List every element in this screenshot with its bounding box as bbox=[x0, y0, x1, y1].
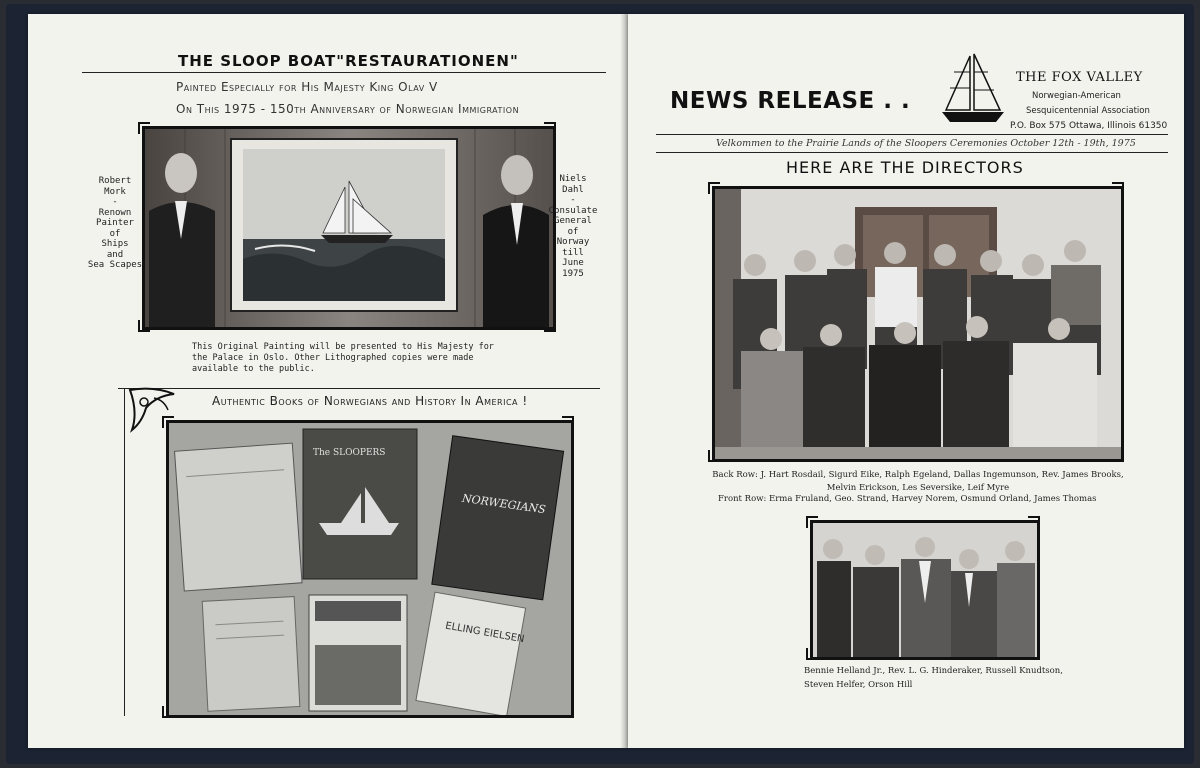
photo-corner bbox=[1028, 516, 1040, 528]
title-rule bbox=[82, 72, 606, 73]
caption-line: Renown bbox=[98, 207, 132, 218]
photo-corner bbox=[1028, 648, 1040, 660]
books-photo-image bbox=[169, 423, 571, 715]
caption-line: of bbox=[567, 226, 579, 237]
caption-line: till bbox=[562, 247, 584, 258]
photo-corner bbox=[162, 706, 174, 718]
back-row-caption-line-1: Back Row: J. Hart Rosdail, Sigurd Eike, Ralph Egeland, Dallas Ingemunson, Rev. James Brooks, bbox=[712, 470, 1124, 480]
caption-line: Mork bbox=[104, 186, 126, 197]
caption-line: - bbox=[112, 197, 118, 207]
painting-photo bbox=[142, 126, 556, 330]
caption-line: Dahl bbox=[562, 184, 584, 195]
photo-corner bbox=[806, 648, 818, 660]
robert-mork-caption bbox=[86, 176, 144, 271]
committee-caption-2: Steven Helfer, Orson Hill bbox=[804, 680, 913, 690]
directors-heading: HERE ARE THE DIRECTORS bbox=[786, 158, 1024, 177]
directors-photo-image bbox=[715, 189, 1121, 459]
back-row-caption bbox=[708, 469, 1128, 495]
caption-line: 1975 bbox=[562, 268, 584, 279]
caption-line: Niels bbox=[559, 174, 587, 184]
caption-line: - bbox=[570, 195, 576, 205]
org-address: P.O. Box 575 Ottawa, Illinois 61350 bbox=[1010, 121, 1168, 131]
caption-line: of bbox=[109, 228, 121, 239]
caption-line: General bbox=[554, 216, 592, 226]
books-photo bbox=[166, 420, 574, 718]
caption-line: Consulate bbox=[548, 205, 598, 216]
painting-note: This Original Painting will be presented to His Majesty for the Palace in Oslo. Other Lithographed copies were made available to the public. bbox=[192, 342, 494, 374]
photo-corner bbox=[562, 706, 574, 718]
photo-corner bbox=[162, 416, 174, 428]
painting-subtitle-1: Painted Especially for His Majesty King Olav V bbox=[176, 80, 438, 94]
photo-corner bbox=[562, 416, 574, 428]
news-release-heading: NEWS RELEASE . . bbox=[670, 88, 911, 114]
org-name: THE FOX VALLEY bbox=[1016, 70, 1143, 85]
left-page bbox=[28, 14, 628, 748]
committee-photo-image bbox=[813, 523, 1037, 657]
photo-corner bbox=[1112, 450, 1124, 462]
books-heading: Authentic Books of Norwegians and History In America ! bbox=[212, 394, 528, 408]
niels-dahl-caption bbox=[548, 174, 598, 279]
org-line-2: Norwegian-American bbox=[1032, 91, 1121, 101]
painting-subtitle-2: On This 1975 - 150th Anniversary of Norwegian Immigration bbox=[176, 102, 520, 116]
photo-corner bbox=[708, 182, 720, 194]
back-row-caption-line-2: Melvin Erickson, Les Seversike, Leif Myre bbox=[826, 483, 1010, 493]
photo-corner bbox=[544, 122, 556, 134]
caption-line: Robert bbox=[98, 176, 132, 186]
books-rule bbox=[118, 388, 600, 389]
sloop-title: THE SLOOP BOAT"RESTAURATIONEN" bbox=[178, 52, 519, 70]
org-line-3: Sesquicentennial Association bbox=[1026, 106, 1150, 116]
caption-line: and bbox=[106, 249, 124, 260]
book-title-elling: ELLING EIELSEN bbox=[444, 620, 526, 646]
front-row-caption: Front Row: Erma Fruland, Geo. Strand, Harvey Norem, Osmund Orland, James Thomas bbox=[718, 494, 1097, 504]
caption-line: Sea Scapes bbox=[87, 260, 143, 270]
photo-corner bbox=[1112, 182, 1124, 194]
directors-photo bbox=[712, 186, 1124, 462]
caption-line: June bbox=[562, 258, 584, 268]
header-rule-top bbox=[656, 134, 1168, 135]
caption-line: Norway bbox=[556, 237, 590, 247]
photo-corner bbox=[138, 122, 150, 134]
books-vertical-rule bbox=[124, 388, 125, 716]
committee-caption-1: Bennie Helland Jr., Rev. L. G. Hinderaker, Russell Knudtson, bbox=[804, 666, 1063, 676]
book-title-sloopers: The SLOOPERS bbox=[313, 448, 386, 458]
welcome-banner: Velkommen to the Prairie Lands of the Sloopers Ceremonies October 12th - 19th, 1975 bbox=[716, 138, 1136, 149]
painting-photo-image bbox=[145, 129, 553, 327]
caption-line: Ships bbox=[101, 239, 129, 249]
photo-corner bbox=[138, 320, 150, 332]
photo-corner bbox=[708, 450, 720, 462]
sloop-logo-icon bbox=[940, 52, 1006, 128]
right-page bbox=[628, 14, 1184, 748]
caption-line: Painter bbox=[96, 218, 134, 228]
committee-photo bbox=[810, 520, 1040, 660]
book-title-history: NORWEGIANS bbox=[461, 491, 547, 517]
photo-corner bbox=[544, 320, 556, 332]
photo-corner bbox=[806, 516, 818, 528]
header-rule-bottom bbox=[656, 152, 1168, 153]
